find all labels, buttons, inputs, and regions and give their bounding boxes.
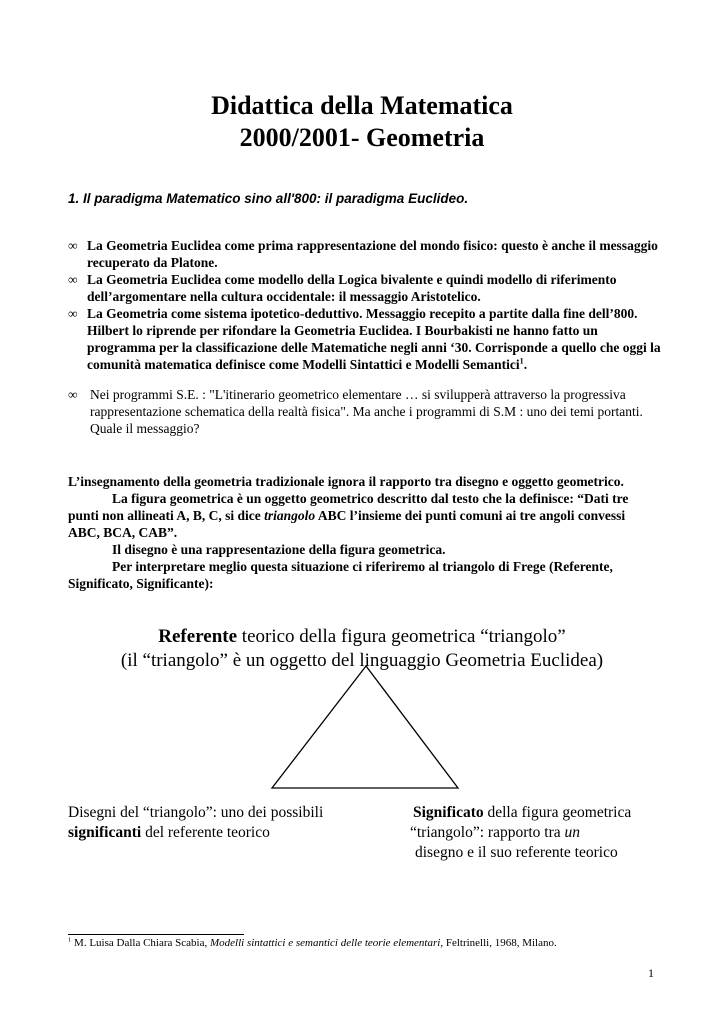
page-title-line1: Didattica della Matematica — [211, 91, 513, 120]
significante-label: significanti — [68, 824, 142, 841]
bullet-item-4 — [68, 386, 668, 437]
infinity-bullet-icon: ∞ — [68, 387, 78, 402]
paragraph-2 — [68, 490, 658, 541]
footnote-text: M. Luisa Dalla Chiara Scabia, — [71, 937, 210, 949]
footnote-reference[interactable]: 1 — [519, 356, 524, 366]
significante-line1: Disegni del “triangolo”: uno dei possibili — [68, 804, 324, 821]
bullet-text: La Geometria Euclidea come modello della Logica bivalente e quindi modello di riferimento dell’argomentare nella cultura occidentale: il messaggio Aristotelico. — [87, 272, 617, 304]
significato-line2-italic: un — [564, 824, 581, 841]
paragraph-2-text-end: ABC l’insieme dei punti comuni ai tre angoli convessi ABC, BCA, CAB”. — [68, 508, 626, 540]
bullet-text: La Geometria come sistema ipotetico-deduttivo. Messaggio recepito a partite dalla fine dell’800. Hilbert lo riprende per rifondare la Geometria Euclidea. I Bourbakisti ne hanno fatto un programma per la classificazione delle Matematiche negli anni ‘30. Corrisponde a quello che oggi la comunità matematica definisce come Modelli Sintattici e Modelli Semantici — [87, 306, 661, 372]
significato-text: della figura geometrica — [483, 804, 632, 821]
section-heading: 1. Il paradigma Matematico sino all'800: il paradigma Euclideo. — [68, 191, 469, 206]
bullet-text: Nei programmi S.E. : "L'itinerario geometrico elementare … si svilupperà attraverso la progressiva rappresentazione schematica della realtà fisica". Ma anche i programmi di S.M : uno dei temi portanti. Quale il messaggio? — [90, 387, 643, 436]
triangle-diagram — [262, 662, 462, 792]
referente-label: Referente — [158, 626, 238, 647]
referente-text: teorico della figura geometrica “triangolo” — [237, 626, 566, 647]
significante-text: del referente teorico — [141, 824, 270, 841]
paragraph-2-text: La figura geometrica è un oggetto geometrico descritto dal testo che la definisce: “Dati tre punti non allineati A, B, C, si dice — [68, 491, 629, 523]
significato-caption — [410, 803, 631, 863]
bullet-item-3 — [68, 305, 668, 373]
bullet-text-end: . — [523, 357, 528, 372]
referente-line2: (il “triangolo” è un oggetto del linguaggio Geometria Euclidea) — [120, 650, 604, 671]
bullet-item-2 — [68, 271, 668, 305]
paragraph-1: L’insegnamento della geometria tradizionale ignora il rapporto tra disegno e oggetto geometrico. — [68, 474, 624, 489]
footnote — [68, 937, 557, 949]
page-title-line2: 2000/2001- Geometria — [239, 123, 485, 152]
footnote-title: Modelli sintattici e semantici delle teorie elementari — [209, 937, 441, 949]
body-text — [68, 473, 658, 592]
significante-caption — [68, 803, 323, 843]
triangle-shape — [272, 666, 458, 788]
bullet-list — [68, 237, 668, 437]
significante-line2 — [68, 823, 323, 843]
significato-label: Significato — [413, 804, 484, 821]
significato-line2 — [410, 823, 631, 843]
page-number: 1 — [648, 966, 654, 980]
bullet-text: La Geometria Euclidea come prima rappresentazione del mondo fisico: questo è anche il messaggio recuperato da Platone. — [87, 238, 658, 270]
infinity-bullet-icon: ∞ — [68, 272, 78, 287]
significato-line1 — [410, 803, 631, 823]
infinity-bullet-icon: ∞ — [68, 238, 78, 253]
paragraph-2-italic: triangolo — [264, 508, 316, 523]
bullet-item-1 — [68, 237, 668, 271]
footnote-divider — [68, 934, 244, 935]
footnote-number: 1 — [68, 936, 72, 944]
paragraph-3: Il disegno è una rappresentazione della figura geometrica. — [112, 542, 446, 557]
referente-line1 — [0, 625, 724, 648]
infinity-bullet-icon: ∞ — [68, 306, 78, 321]
significato-line2-text: “triangolo”: rapporto tra — [410, 824, 565, 841]
footnote-text-end: , Feltrinelli, 1968, Milano. — [440, 937, 557, 949]
significato-line3: disegno e il suo referente teorico — [415, 844, 618, 861]
paragraph-4: Per interpretare meglio questa situazione ci riferiremo al triangolo di Frege (Referente, Significato, Significante): — [68, 559, 613, 591]
